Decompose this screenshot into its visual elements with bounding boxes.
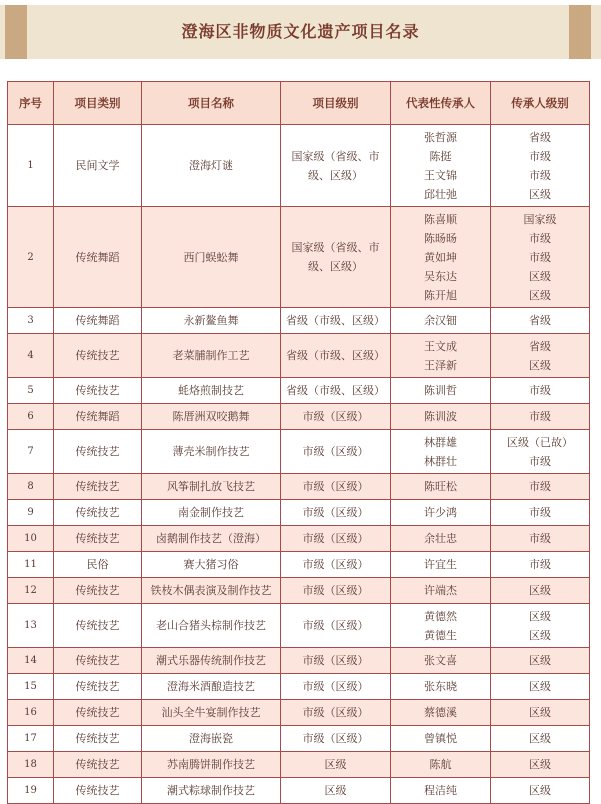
inheritor-name: 张东晓 xyxy=(424,680,457,693)
cell-inheritor-levels xyxy=(491,700,590,726)
inheritor-name: 余壮忠 xyxy=(424,532,457,545)
cell-no: 9 xyxy=(8,500,54,526)
inheritor-name: 蔡德溪 xyxy=(424,706,457,719)
cell-level: 市级（区级） xyxy=(281,552,391,578)
cell-inheritors xyxy=(391,404,491,430)
cell-inheritor-levels xyxy=(491,752,590,778)
cell-inheritors xyxy=(391,308,491,334)
inheritor-name: 张哲源 xyxy=(424,130,457,144)
cell-inheritor-levels xyxy=(491,308,590,334)
cell-category: 传统技艺 xyxy=(54,674,142,700)
cell-category: 民俗 xyxy=(54,552,142,578)
cell-level: 省级（市级、区级） xyxy=(281,308,391,334)
inheritor-level: 市级 xyxy=(529,149,551,163)
cell-inheritor-levels xyxy=(491,674,590,700)
cell-name: 陈厝洲双咬鹅舞 xyxy=(142,404,281,430)
cell-no: 2 xyxy=(8,207,54,308)
cell-no: 17 xyxy=(8,726,54,752)
inheritor-name: 黄德生 xyxy=(424,628,457,642)
cell-name: 蚝烙煎制技艺 xyxy=(142,378,281,404)
table-row xyxy=(8,526,590,552)
table-row xyxy=(8,334,590,378)
cell-no: 16 xyxy=(8,700,54,726)
inheritor-name: 许宜生 xyxy=(424,558,457,571)
table-row xyxy=(8,604,590,648)
inheritor-level: 区级 xyxy=(529,187,551,201)
inheritor-level: 市级 xyxy=(529,410,551,423)
inheritor-level: 市级 xyxy=(529,480,551,493)
cell-no: 12 xyxy=(8,578,54,604)
cell-level: 市级（区级） xyxy=(281,726,391,752)
cell-inheritors xyxy=(391,578,491,604)
cell-name: 老菜脯制作工艺 xyxy=(142,334,281,378)
cell-name: 西门蜈蚣舞 xyxy=(142,207,281,308)
inheritor-name: 曾镇悦 xyxy=(424,732,457,745)
cell-inheritor-levels xyxy=(491,648,590,674)
inheritor-name: 林群雄 xyxy=(424,435,457,449)
table-header-row xyxy=(8,82,590,125)
inheritor-level: 省级 xyxy=(529,339,551,353)
cell-no: 19 xyxy=(8,778,54,804)
inheritor-name: 陈训波 xyxy=(424,410,457,423)
table-row xyxy=(8,125,590,207)
cell-category: 传统技艺 xyxy=(54,726,142,752)
inheritor-level: 区级 xyxy=(529,288,551,302)
table-row xyxy=(8,207,590,308)
cell-inheritors xyxy=(391,474,491,500)
inheritor-level: 市级 xyxy=(529,532,551,545)
inheritor-name: 林群壮 xyxy=(424,454,457,468)
cell-category: 传统舞蹈 xyxy=(54,207,142,308)
page-title: 澄海区非物质文化遗产项目名录 xyxy=(181,22,420,41)
inheritor-level: 区级 xyxy=(529,628,551,642)
cell-inheritor-levels xyxy=(491,500,590,526)
cell-level: 省级（市级、区级） xyxy=(281,378,391,404)
inheritor-level: 市级 xyxy=(529,558,551,571)
cell-name: 老山合猪头棕制作技艺 xyxy=(142,604,281,648)
cell-level: 国家级（省级、市级、区级） xyxy=(281,125,391,207)
inheritor-name: 王文成 xyxy=(424,339,457,353)
cell-name: 南金制作技艺 xyxy=(142,500,281,526)
cell-no: 5 xyxy=(8,378,54,404)
inheritor-level: 区级 xyxy=(529,654,551,667)
cell-level: 市级（区级） xyxy=(281,674,391,700)
inheritor-level: 区级 xyxy=(529,680,551,693)
cell-inheritors xyxy=(391,334,491,378)
table-row xyxy=(8,474,590,500)
cell-inheritor-levels xyxy=(491,125,590,207)
cell-category: 传统技艺 xyxy=(54,700,142,726)
inheritor-level: 区级 xyxy=(529,584,551,597)
cell-inheritors xyxy=(391,552,491,578)
cell-category: 民间文学 xyxy=(54,125,142,207)
cell-no: 10 xyxy=(8,526,54,552)
cell-level: 区级 xyxy=(281,778,391,804)
table-row xyxy=(8,378,590,404)
cell-category: 传统技艺 xyxy=(54,334,142,378)
cell-category: 传统技艺 xyxy=(54,778,142,804)
inheritor-level: 市级 xyxy=(529,250,551,264)
inheritor-level: 区级 xyxy=(529,784,551,797)
inheritor-name: 陈旺松 xyxy=(424,480,457,493)
cell-inheritors xyxy=(391,648,491,674)
inheritor-name: 陈开旭 xyxy=(424,288,457,302)
cell-inheritor-levels xyxy=(491,526,590,552)
cell-name: 铁枝木偶表演及制作技艺 xyxy=(142,578,281,604)
inheritor-name: 许端杰 xyxy=(424,584,457,597)
cell-no: 13 xyxy=(8,604,54,648)
title-banner xyxy=(0,5,601,59)
cell-category: 传统技艺 xyxy=(54,604,142,648)
cell-inheritors xyxy=(391,125,491,207)
inheritor-level: 区级 xyxy=(529,758,551,771)
cell-level: 市级（区级） xyxy=(281,700,391,726)
table-row xyxy=(8,726,590,752)
table-row xyxy=(8,552,590,578)
inheritor-name: 陈旸旸 xyxy=(424,231,457,245)
cell-no: 14 xyxy=(8,648,54,674)
cell-inheritor-levels xyxy=(491,404,590,430)
cell-level: 市级（区级） xyxy=(281,430,391,474)
cell-level: 市级（区级） xyxy=(281,404,391,430)
cell-name: 永新鳌鱼舞 xyxy=(142,308,281,334)
cell-inheritor-levels xyxy=(491,430,590,474)
cell-category: 传统技艺 xyxy=(54,474,142,500)
inheritor-name: 陈喜顺 xyxy=(424,212,457,226)
heritage-table xyxy=(7,81,590,804)
table-row xyxy=(8,404,590,430)
cell-category: 传统技艺 xyxy=(54,500,142,526)
inheritor-level: 省级 xyxy=(529,130,551,144)
inheritor-name: 邱壮弛 xyxy=(424,187,457,201)
cell-inheritors xyxy=(391,726,491,752)
inheritor-name: 黄如坤 xyxy=(424,250,457,264)
cell-no: 7 xyxy=(8,430,54,474)
cell-category: 传统技艺 xyxy=(54,430,142,474)
cell-level: 省级（市级、区级） xyxy=(281,334,391,378)
cell-level: 市级（区级） xyxy=(281,526,391,552)
inheritor-name: 王文锦 xyxy=(424,168,457,182)
inheritor-level: 市级 xyxy=(529,454,551,468)
cell-category: 传统舞蹈 xyxy=(54,308,142,334)
table-row xyxy=(8,700,590,726)
header-inheritor: 代表性传承人 xyxy=(391,82,491,125)
cell-inheritors xyxy=(391,604,491,648)
cell-inheritors xyxy=(391,430,491,474)
inheritor-name: 余汉钿 xyxy=(424,314,457,327)
cell-name: 风筝制扎放飞技艺 xyxy=(142,474,281,500)
inheritor-level: 国家级 xyxy=(523,212,557,226)
table-row xyxy=(8,752,590,778)
inheritor-level: 区级 xyxy=(529,609,551,623)
cell-no: 11 xyxy=(8,552,54,578)
cell-name: 汕头全牛宴制作技艺 xyxy=(142,700,281,726)
cell-level: 国家级（省级、市级、区级） xyxy=(281,207,391,308)
inheritor-level: 区级 xyxy=(529,269,551,283)
cell-category: 传统技艺 xyxy=(54,752,142,778)
cell-no: 8 xyxy=(8,474,54,500)
cell-name: 澄海灯谜 xyxy=(142,125,281,207)
inheritor-name: 吴东达 xyxy=(424,269,457,283)
cell-name: 卤鹅制作技艺（澄海） xyxy=(142,526,281,552)
cell-name: 澄海嵌瓷 xyxy=(142,726,281,752)
inheritor-name: 陈挺 xyxy=(429,149,452,163)
header-category: 项目类别 xyxy=(54,82,142,125)
table-row xyxy=(8,578,590,604)
cell-inheritors xyxy=(391,526,491,552)
cell-inheritors xyxy=(391,752,491,778)
inheritor-name: 程洁纯 xyxy=(424,784,457,797)
cell-inheritor-levels xyxy=(491,378,590,404)
inheritor-level: 市级 xyxy=(529,231,551,245)
header-inheritor-level: 传承人级别 xyxy=(491,82,590,125)
inheritor-level: 区级 xyxy=(529,358,551,372)
inheritor-level: 市级 xyxy=(529,384,551,397)
cell-category: 传统技艺 xyxy=(54,648,142,674)
inheritor-level: 市级 xyxy=(529,168,551,182)
cell-inheritors xyxy=(391,700,491,726)
inheritor-level: 区级（已故） xyxy=(507,435,573,449)
cell-name: 赛大猪习俗 xyxy=(142,552,281,578)
cell-no: 4 xyxy=(8,334,54,378)
cell-level: 市级（区级） xyxy=(281,474,391,500)
cell-no: 15 xyxy=(8,674,54,700)
cell-inheritor-levels xyxy=(491,334,590,378)
cell-no: 18 xyxy=(8,752,54,778)
cell-level: 区级 xyxy=(281,752,391,778)
inheritor-name: 陈航 xyxy=(429,758,452,771)
header-name: 项目名称 xyxy=(142,82,281,125)
cell-name: 澄海米酒酿造技艺 xyxy=(142,674,281,700)
cell-level: 市级（区级） xyxy=(281,578,391,604)
inheritor-level: 市级 xyxy=(529,506,551,519)
cell-inheritor-levels xyxy=(491,578,590,604)
cell-no: 1 xyxy=(8,125,54,207)
cell-category: 传统舞蹈 xyxy=(54,404,142,430)
inheritor-name: 许少鸿 xyxy=(424,506,457,519)
table-row xyxy=(8,674,590,700)
cell-category: 传统技艺 xyxy=(54,526,142,552)
cell-level: 市级（区级） xyxy=(281,500,391,526)
cell-level: 市级（区级） xyxy=(281,648,391,674)
cell-inheritor-levels xyxy=(491,726,590,752)
cell-inheritor-levels xyxy=(491,207,590,308)
inheritor-level: 区级 xyxy=(529,706,551,719)
table-row xyxy=(8,308,590,334)
cell-name: 潮式乐器传统制作技艺 xyxy=(142,648,281,674)
cell-inheritor-levels xyxy=(491,474,590,500)
cell-name: 潮式粽球制作技艺 xyxy=(142,778,281,804)
cell-inheritors xyxy=(391,674,491,700)
inheritor-name: 张文喜 xyxy=(424,654,457,667)
inheritor-name: 陈训哲 xyxy=(424,384,457,397)
header-level: 项目级别 xyxy=(281,82,391,125)
cell-name: 薄壳米制作技艺 xyxy=(142,430,281,474)
cell-no: 6 xyxy=(8,404,54,430)
cell-level: 市级（区级） xyxy=(281,604,391,648)
header-no: 序号 xyxy=(8,82,54,125)
table-row xyxy=(8,430,590,474)
cell-category: 传统技艺 xyxy=(54,578,142,604)
cell-name: 苏南腾饼制作技艺 xyxy=(142,752,281,778)
cell-inheritors xyxy=(391,500,491,526)
cell-inheritors xyxy=(391,207,491,308)
cell-inheritor-levels xyxy=(491,552,590,578)
cell-inheritors xyxy=(391,378,491,404)
inheritor-level: 区级 xyxy=(529,732,551,745)
table-row xyxy=(8,500,590,526)
inheritor-name: 黄德然 xyxy=(424,609,457,623)
table-row xyxy=(8,648,590,674)
inheritor-level: 省级 xyxy=(529,314,551,327)
inheritor-name: 王泽新 xyxy=(424,358,457,372)
cell-inheritor-levels xyxy=(491,604,590,648)
cell-no: 3 xyxy=(8,308,54,334)
cell-category: 传统技艺 xyxy=(54,378,142,404)
